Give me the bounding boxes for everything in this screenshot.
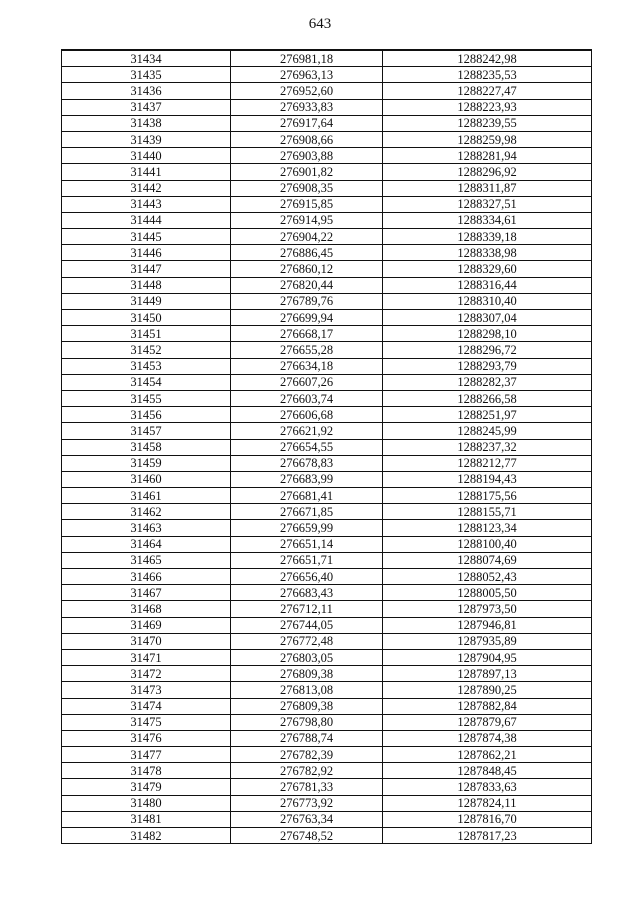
table-row [62,666,592,682]
page-number: 643 [308,16,332,32]
point-number-cell: 31441 [62,164,231,180]
table-row [62,439,592,455]
table-row [62,212,592,228]
y-coordinate-cell: 1288123,34 [383,520,592,536]
x-coordinate-cell: 276820,44 [231,277,383,293]
table-row [62,99,592,115]
x-coordinate-cell: 276683,43 [231,585,383,601]
x-coordinate-cell: 276744,05 [231,617,383,633]
x-coordinate-cell: 276963,13 [231,67,383,83]
point-number-cell: 31453 [62,358,231,374]
x-coordinate-cell: 276917,64 [231,115,383,131]
point-number-cell: 31463 [62,520,231,536]
table-row [62,520,592,536]
table-row [62,633,592,649]
y-coordinate-cell: 1287862,21 [383,747,592,763]
y-coordinate-cell: 1287897,13 [383,666,592,682]
table-row [62,326,592,342]
table-row [62,488,592,504]
point-number-cell: 31470 [62,633,231,649]
x-coordinate-cell: 276656,40 [231,569,383,585]
y-coordinate-cell: 1287874,38 [383,730,592,746]
x-coordinate-cell: 276781,33 [231,779,383,795]
y-coordinate-cell: 1288074,69 [383,552,592,568]
table-row [62,148,592,164]
table-row [62,131,592,147]
y-coordinate-cell: 1288005,50 [383,585,592,601]
table-row [62,698,592,714]
y-coordinate-cell: 1287817,23 [383,828,592,844]
x-coordinate-cell: 276952,60 [231,83,383,99]
x-coordinate-cell: 276809,38 [231,666,383,682]
y-coordinate-cell: 1288259,98 [383,131,592,147]
table-row [62,714,592,730]
point-number-cell: 31480 [62,795,231,811]
y-coordinate-cell: 1287879,67 [383,714,592,730]
y-coordinate-cell: 1287824,11 [383,795,592,811]
table-row [62,763,592,779]
y-coordinate-cell: 1288242,98 [383,50,592,67]
point-number-cell: 31461 [62,488,231,504]
point-number-cell: 31468 [62,601,231,617]
y-coordinate-cell: 1288245,99 [383,423,592,439]
y-coordinate-cell: 1288293,79 [383,358,592,374]
x-coordinate-cell: 276789,76 [231,293,383,309]
x-coordinate-cell: 276914,95 [231,212,383,228]
y-coordinate-cell: 1288338,98 [383,245,592,261]
y-coordinate-cell: 1288223,93 [383,99,592,115]
x-coordinate-cell: 276683,99 [231,471,383,487]
point-number-cell: 31477 [62,747,231,763]
x-coordinate-cell: 276788,74 [231,730,383,746]
x-coordinate-cell: 276678,83 [231,455,383,471]
table-row [62,811,592,827]
point-number-cell: 31469 [62,617,231,633]
table-row [62,552,592,568]
x-coordinate-cell: 276915,85 [231,196,383,212]
point-number-cell: 31462 [62,504,231,520]
point-number-cell: 31435 [62,67,231,83]
x-coordinate-cell: 276886,45 [231,245,383,261]
table-row [62,342,592,358]
table-row [62,747,592,763]
point-number-cell: 31444 [62,212,231,228]
point-number-cell: 31465 [62,552,231,568]
point-number-cell: 31474 [62,698,231,714]
table-row [62,245,592,261]
point-number-cell: 31457 [62,423,231,439]
x-coordinate-cell: 276681,41 [231,488,383,504]
x-coordinate-cell: 276748,52 [231,828,383,844]
x-coordinate-cell: 276671,85 [231,504,383,520]
x-coordinate-cell: 276908,66 [231,131,383,147]
table-row [62,601,592,617]
y-coordinate-cell: 1288296,92 [383,164,592,180]
x-coordinate-cell: 276603,74 [231,390,383,406]
x-coordinate-cell: 276860,12 [231,261,383,277]
table-row [62,536,592,552]
table-row [62,164,592,180]
x-coordinate-cell: 276607,26 [231,374,383,390]
x-coordinate-cell: 276655,28 [231,342,383,358]
point-number-cell: 31454 [62,374,231,390]
table-row [62,649,592,665]
point-number-cell: 31442 [62,180,231,196]
table-row [62,407,592,423]
y-coordinate-cell: 1287973,50 [383,601,592,617]
x-coordinate-cell: 276773,92 [231,795,383,811]
point-number-cell: 31450 [62,310,231,326]
table-row [62,795,592,811]
y-coordinate-cell: 1287890,25 [383,682,592,698]
x-coordinate-cell: 276933,83 [231,99,383,115]
x-coordinate-cell: 276712,11 [231,601,383,617]
table-row [62,196,592,212]
table-row [62,180,592,196]
y-coordinate-cell: 1288266,58 [383,390,592,406]
x-coordinate-cell: 276798,80 [231,714,383,730]
x-coordinate-cell: 276668,17 [231,326,383,342]
point-number-cell: 31481 [62,811,231,827]
point-number-cell: 31479 [62,779,231,795]
table-row [62,374,592,390]
x-coordinate-cell: 276803,05 [231,649,383,665]
point-number-cell: 31464 [62,536,231,552]
y-coordinate-cell: 1288327,51 [383,196,592,212]
y-coordinate-cell: 1288212,77 [383,455,592,471]
point-number-cell: 31475 [62,714,231,730]
y-coordinate-cell: 1288281,94 [383,148,592,164]
x-coordinate-cell: 276809,38 [231,698,383,714]
point-number-cell: 31440 [62,148,231,164]
table-row [62,471,592,487]
point-number-cell: 31478 [62,763,231,779]
y-coordinate-cell: 1287946,81 [383,617,592,633]
table-row [62,779,592,795]
point-number-cell: 31473 [62,682,231,698]
table-row [62,310,592,326]
table-row [62,828,592,844]
point-number-cell: 31471 [62,649,231,665]
point-number-cell: 31439 [62,131,231,147]
point-number-cell: 31437 [62,99,231,115]
y-coordinate-cell: 1288155,71 [383,504,592,520]
coordinates-table [61,49,592,844]
table-row [62,261,592,277]
y-coordinate-cell: 1288175,56 [383,488,592,504]
y-coordinate-cell: 1288194,43 [383,471,592,487]
x-coordinate-cell: 276903,88 [231,148,383,164]
table-row [62,682,592,698]
y-coordinate-cell: 1288251,97 [383,407,592,423]
point-number-cell: 31448 [62,277,231,293]
y-coordinate-cell: 1288239,55 [383,115,592,131]
table-row [62,229,592,245]
point-number-cell: 31452 [62,342,231,358]
y-coordinate-cell: 1288052,43 [383,569,592,585]
table-row [62,50,592,67]
table-row [62,455,592,471]
table-row [62,730,592,746]
point-number-cell: 31472 [62,666,231,682]
y-coordinate-cell: 1288316,44 [383,277,592,293]
x-coordinate-cell: 276634,18 [231,358,383,374]
y-coordinate-cell: 1287904,95 [383,649,592,665]
y-coordinate-cell: 1287816,70 [383,811,592,827]
x-coordinate-cell: 276904,22 [231,229,383,245]
table-row [62,277,592,293]
y-coordinate-cell: 1287882,84 [383,698,592,714]
table-row [62,67,592,83]
table-row [62,569,592,585]
y-coordinate-cell: 1287833,63 [383,779,592,795]
x-coordinate-cell: 276654,55 [231,439,383,455]
y-coordinate-cell: 1288282,37 [383,374,592,390]
x-coordinate-cell: 276651,71 [231,552,383,568]
table-row [62,115,592,131]
x-coordinate-cell: 276621,92 [231,423,383,439]
point-number-cell: 31436 [62,83,231,99]
coordinates-table-body [62,50,592,844]
point-number-cell: 31445 [62,229,231,245]
x-coordinate-cell: 276606,68 [231,407,383,423]
point-number-cell: 31446 [62,245,231,261]
table-row [62,83,592,99]
point-number-cell: 31455 [62,390,231,406]
point-number-cell: 31466 [62,569,231,585]
x-coordinate-cell: 276782,92 [231,763,383,779]
table-row [62,504,592,520]
y-coordinate-cell: 1288227,47 [383,83,592,99]
x-coordinate-cell: 276981,18 [231,50,383,67]
point-number-cell: 31451 [62,326,231,342]
point-number-cell: 31447 [62,261,231,277]
x-coordinate-cell: 276908,35 [231,180,383,196]
table-row [62,358,592,374]
y-coordinate-cell: 1288329,60 [383,261,592,277]
y-coordinate-cell: 1288310,40 [383,293,592,309]
y-coordinate-cell: 1288339,18 [383,229,592,245]
point-number-cell: 31443 [62,196,231,212]
y-coordinate-cell: 1288311,87 [383,180,592,196]
x-coordinate-cell: 276659,99 [231,520,383,536]
point-number-cell: 31467 [62,585,231,601]
y-coordinate-cell: 1288298,10 [383,326,592,342]
table-row [62,617,592,633]
y-coordinate-cell: 1288296,72 [383,342,592,358]
x-coordinate-cell: 276651,14 [231,536,383,552]
point-number-cell: 31458 [62,439,231,455]
y-coordinate-cell: 1287935,89 [383,633,592,649]
point-number-cell: 31456 [62,407,231,423]
point-number-cell: 31482 [62,828,231,844]
x-coordinate-cell: 276699,94 [231,310,383,326]
point-number-cell: 31434 [62,50,231,67]
table-row [62,585,592,601]
x-coordinate-cell: 276901,82 [231,164,383,180]
y-coordinate-cell: 1288100,40 [383,536,592,552]
x-coordinate-cell: 276782,39 [231,747,383,763]
table-row [62,293,592,309]
x-coordinate-cell: 276813,08 [231,682,383,698]
x-coordinate-cell: 276763,34 [231,811,383,827]
point-number-cell: 31476 [62,730,231,746]
table-row [62,423,592,439]
point-number-cell: 31459 [62,455,231,471]
point-number-cell: 31460 [62,471,231,487]
y-coordinate-cell: 1288235,53 [383,67,592,83]
y-coordinate-cell: 1288334,61 [383,212,592,228]
x-coordinate-cell: 276772,48 [231,633,383,649]
table-row [62,390,592,406]
y-coordinate-cell: 1287848,45 [383,763,592,779]
point-number-cell: 31449 [62,293,231,309]
y-coordinate-cell: 1288307,04 [383,310,592,326]
y-coordinate-cell: 1288237,32 [383,439,592,455]
point-number-cell: 31438 [62,115,231,131]
